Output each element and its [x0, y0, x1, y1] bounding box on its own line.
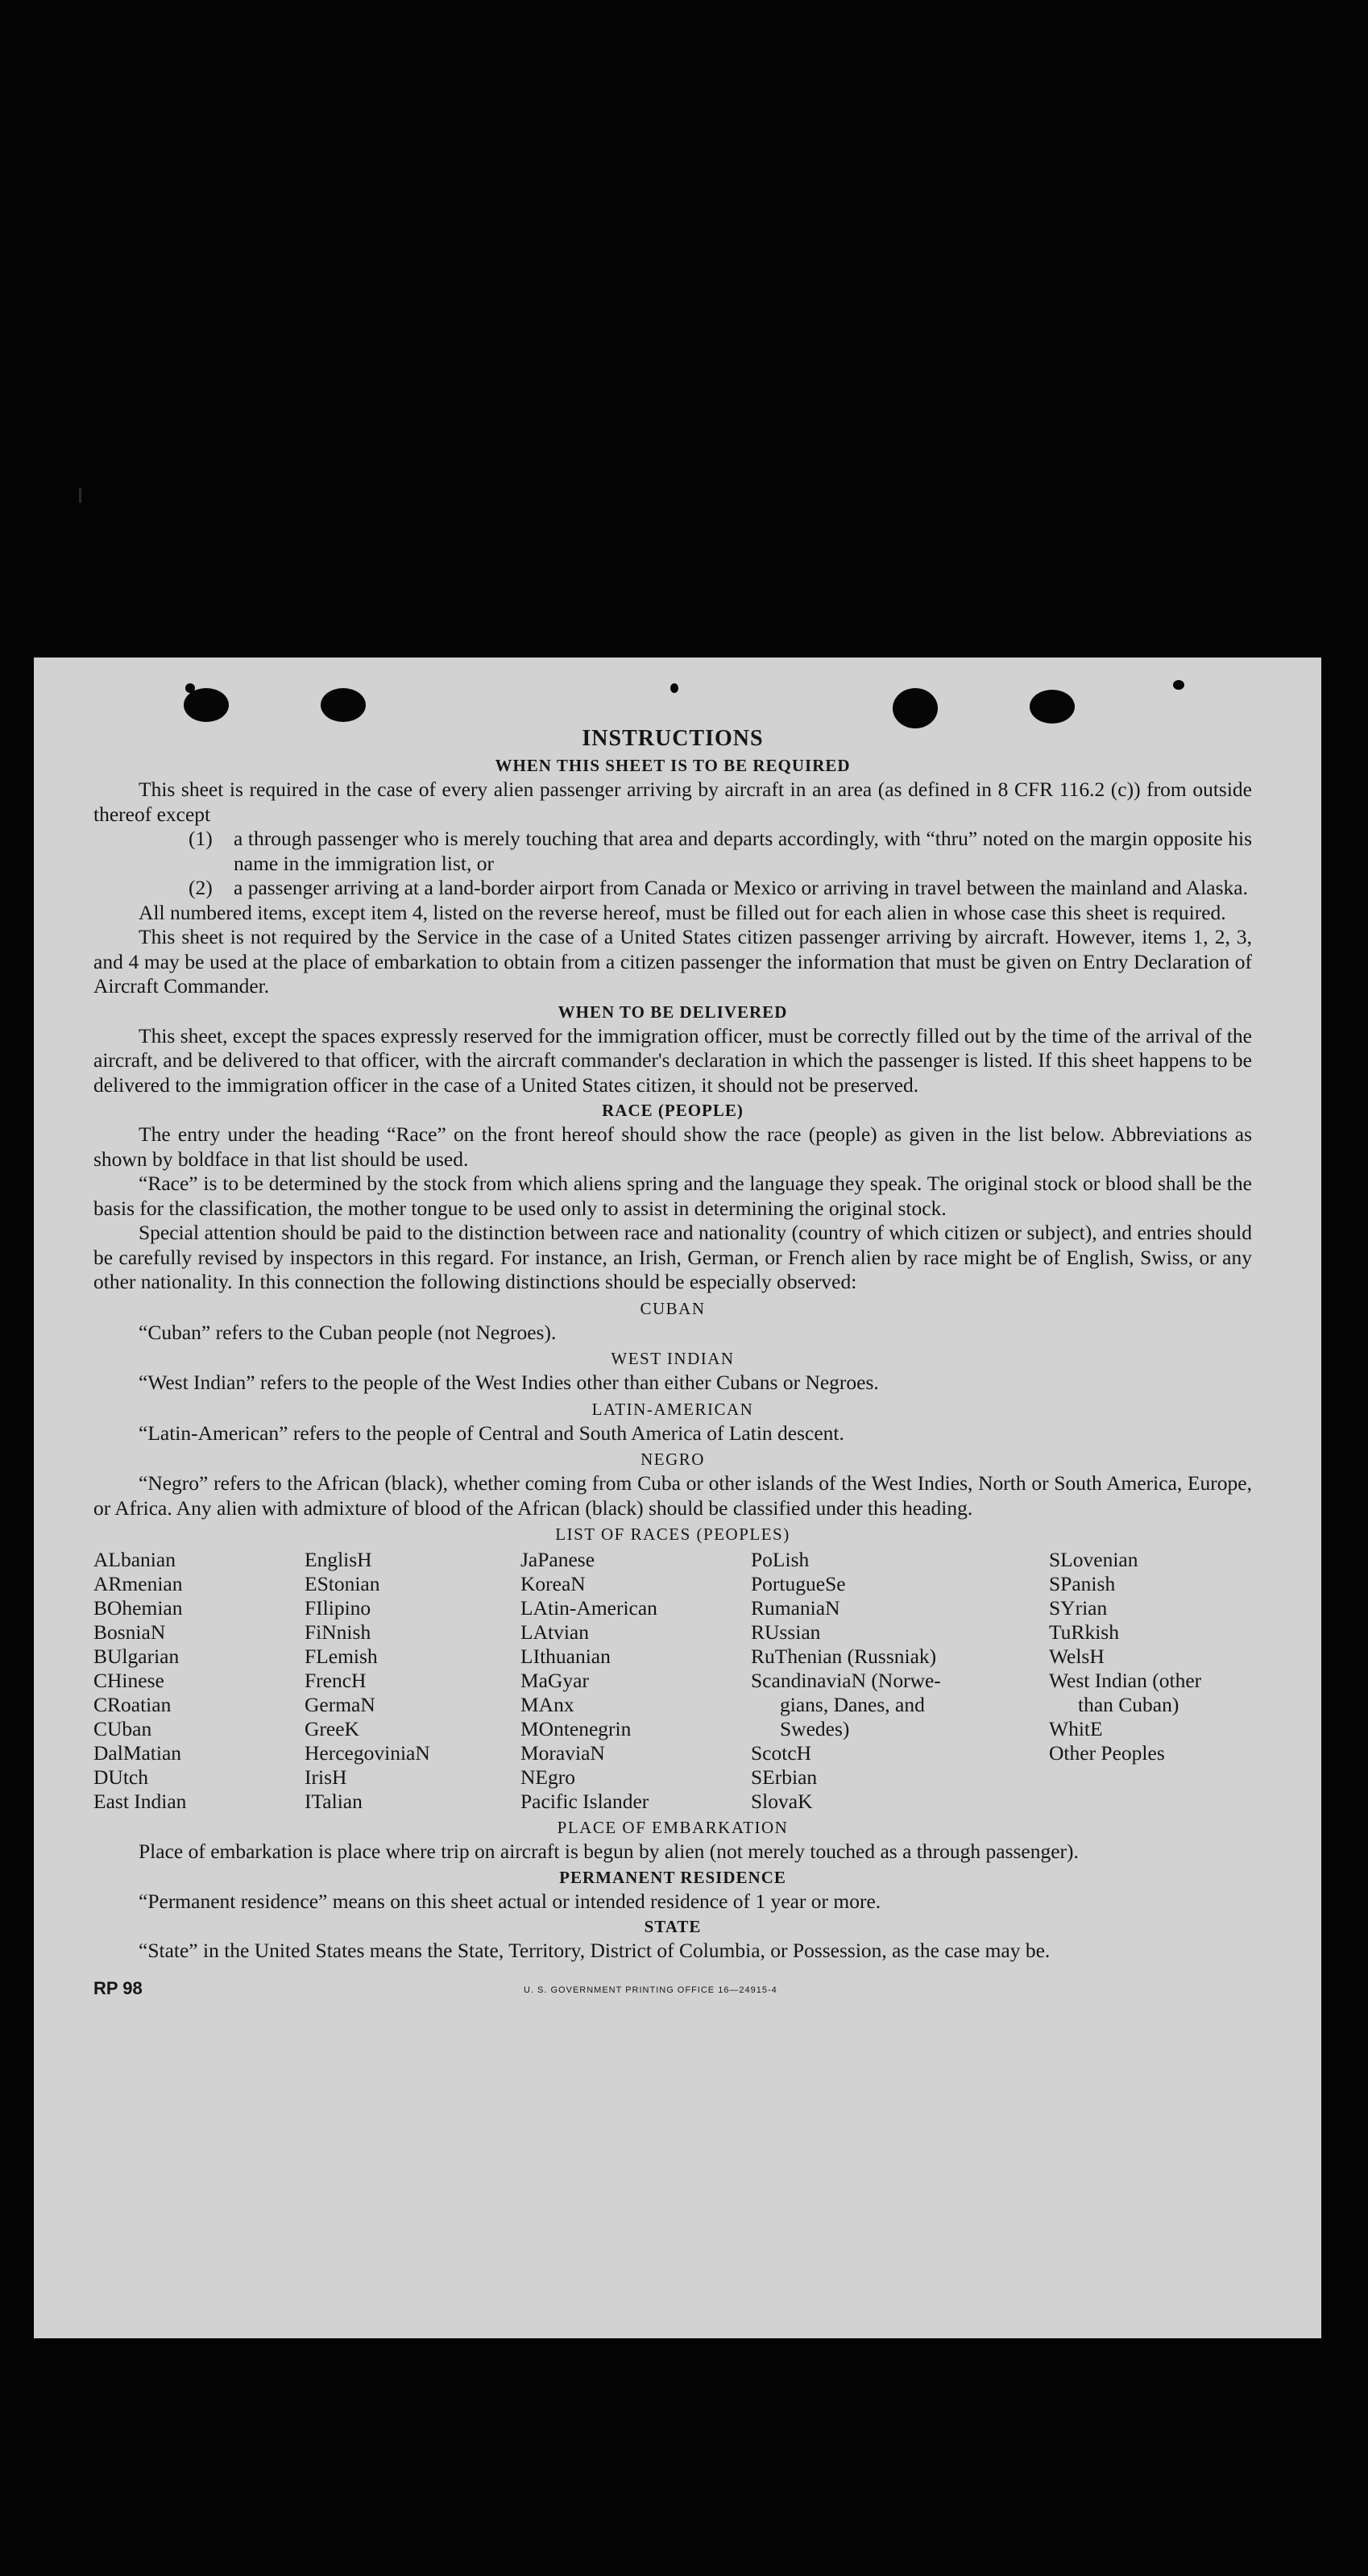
- races-column: [1049, 1548, 1252, 1814]
- punch-hole: [185, 683, 195, 693]
- race-entry: Pacific Islander: [520, 1790, 649, 1813]
- race-entry: SYrian: [1049, 1596, 1108, 1620]
- paragraph: This sheet is not required by the Service in the case of a United States citizen passenger arriving by aircraft. However, items 1, 2, 3, and 4 may be used at the place of embarkation to obtain from a citizen passenger the information that must be given on Entry Declaration of Aircraft Commander.: [93, 925, 1252, 998]
- heading-permanent-residence: PERMANENT RESIDENCE: [559, 1867, 786, 1887]
- race-entry: FIlipino: [305, 1596, 371, 1620]
- paragraph: All numbered items, except item 4, listed on the reverse hereof, must be filled out for each alien in whose case this sheet is required.: [139, 900, 1226, 924]
- races-list: [93, 1548, 1252, 1814]
- paragraph: “Cuban” refers to the Cuban people (not Negroes).: [139, 1320, 557, 1344]
- heading-when-delivered: WHEN TO BE DELIVERED: [558, 1002, 788, 1022]
- item-text: a passenger arriving at a land-border airport from Canada or Mexico or arriving in travel between the mainland and Alaska.: [234, 876, 1248, 899]
- race-entry: Swedes): [780, 1717, 850, 1740]
- race-entry: LAtin-American: [520, 1596, 657, 1620]
- race-entry: JaPanese: [520, 1548, 595, 1571]
- race-entry: KoreaN: [520, 1572, 586, 1595]
- punch-hole: [893, 688, 938, 728]
- race-entry: PoLish: [751, 1548, 810, 1571]
- race-entry: BosniaN: [93, 1620, 166, 1644]
- race-entry: ScotcH: [751, 1741, 812, 1765]
- race-entry: EnglisH: [305, 1548, 372, 1571]
- race-entry: RuThenian (Russniak): [751, 1645, 937, 1668]
- race-entry: CRoatian: [93, 1693, 172, 1716]
- race-entry: GreeK: [305, 1717, 359, 1740]
- heading-latin-american: LATIN-AMERICAN: [591, 1399, 754, 1419]
- heading-when-required: WHEN THIS SHEET IS TO BE REQUIRED: [495, 756, 851, 775]
- list-item: [93, 827, 1252, 876]
- race-entry: LAtvian: [520, 1620, 589, 1644]
- race-entry: Other Peoples: [1049, 1741, 1165, 1765]
- race-entry: FLemish: [305, 1645, 378, 1668]
- race-entry: LIthuanian: [520, 1645, 611, 1668]
- race-entry: SPanish: [1049, 1572, 1116, 1595]
- races-column: [751, 1548, 1049, 1814]
- race-entry: RUssian: [751, 1620, 821, 1644]
- punch-hole: [1173, 680, 1184, 690]
- punch-hole: [1030, 690, 1075, 724]
- punch-hole: [321, 688, 366, 722]
- form-number: RP 98: [93, 1977, 143, 1998]
- paragraph: Place of embarkation is place where trip on aircraft is begun by alien (not merely touched as a through passenger).: [139, 1840, 1079, 1863]
- race-entry: CHinese: [93, 1669, 164, 1692]
- race-entry: DUtch: [93, 1765, 148, 1789]
- race-entry: West Indian (other: [1049, 1669, 1202, 1692]
- scan-speck: [79, 488, 81, 503]
- race-entry: TuRkish: [1049, 1620, 1119, 1644]
- race-entry: ARmenian: [93, 1572, 183, 1595]
- paragraph: “Race” is to be determined by the stock from which aliens spring and the language they speak. The original stock or blood shall be the basis for the classification, the mother tongue to be used only to assist in determining the original stock.: [93, 1172, 1252, 1220]
- race-entry: ScandinaviaN (Norwe-: [751, 1669, 941, 1692]
- heading-list-of-races: LIST OF RACES (PEOPLES): [555, 1524, 790, 1544]
- paragraph: This sheet, except the spaces expressly reserved for the immigration officer, must be correctly filled out by the time of the arrival of the aircraft, and be delivered to that officer, with the aircraft commander's declaration in which the passenger is listed. If this sheet happens to be delivered to the immigration officer in the case of a United States citizen, it should not be preserved.: [93, 1023, 1252, 1097]
- race-entry: ALbanian: [93, 1548, 176, 1571]
- heading-cuban: CUBAN: [640, 1298, 706, 1318]
- heading-race: RACE (PEOPLE): [602, 1101, 744, 1120]
- race-entry: MoraviaN: [520, 1741, 605, 1765]
- page-title: INSTRUCTIONS: [582, 726, 764, 751]
- race-entry: MOntenegrin: [520, 1717, 632, 1740]
- heading-state: STATE: [644, 1917, 702, 1936]
- item-text: a through passenger who is merely touching that area and departs accordingly, with “thru” noted on the margin opposite his name in the immigration list, or: [234, 827, 1252, 875]
- paragraph: The entry under the heading “Race” on the front hereof should show the race (people) as given in the list below. Abbreviations as shown by boldface in that list should be used.: [93, 1122, 1252, 1171]
- race-entry: SErbian: [751, 1765, 818, 1789]
- race-entry: FrencH: [305, 1669, 367, 1692]
- race-entry: WhitE: [1049, 1717, 1103, 1740]
- paragraph: Special attention should be paid to the distinction between race and nationality (country of which citizen or subject), and entries should be carefully revised by inspectors in this regard. For instance, an Irish, German, or French alien by race might be of English, Swiss, or any other nationality. In this connection the following distinctions should be especially observed:: [93, 1221, 1252, 1293]
- paragraph: This sheet is required in the case of every alien passenger arriving by aircraft in an area (as defined in 8 CFR 116.2 (c)) from outside thereof except: [93, 778, 1252, 826]
- footer: [93, 1973, 1252, 2006]
- race-entry: ITalian: [305, 1790, 363, 1813]
- instructions-content: [93, 725, 1252, 2006]
- document-sheet: [34, 657, 1321, 2338]
- race-entry: BUlgarian: [93, 1645, 180, 1668]
- race-entry: FiNnish: [305, 1620, 371, 1644]
- race-entry: GermaN: [305, 1693, 375, 1716]
- paragraph: “Negro” refers to the African (black), whether coming from Cuba or other islands of the West Indies, North or South America, Europe, or Africa. Any alien with admixture of blood of the African (black) should be classified under this heading.: [93, 1471, 1252, 1520]
- item-number: (2): [189, 876, 213, 899]
- paragraph: “Latin-American” refers to the people of Central and South America of Latin descent.: [139, 1421, 844, 1445]
- race-entry: IrisH: [305, 1765, 347, 1789]
- heading-west-indian: WEST INDIAN: [611, 1349, 735, 1368]
- item-number: (1): [189, 827, 213, 850]
- race-entry: RumaniaN: [751, 1596, 840, 1620]
- race-entry: NEgro: [520, 1765, 575, 1789]
- race-entry: EStonian: [305, 1572, 380, 1595]
- race-entry: WelsH: [1049, 1645, 1105, 1668]
- races-column: [93, 1548, 305, 1814]
- race-entry: BOhemian: [93, 1596, 183, 1620]
- paragraph: “West Indian” refers to the people of the West Indies other than either Cubans or Negroes.: [139, 1371, 879, 1394]
- heading-place-of-embarkation: PLACE OF EMBARKATION: [557, 1818, 789, 1837]
- race-entry: East Indian: [93, 1790, 187, 1813]
- race-entry: DalMatian: [93, 1741, 182, 1765]
- punch-hole: [184, 688, 229, 722]
- race-entry: SlovaK: [751, 1790, 813, 1813]
- list-item: [93, 876, 1252, 901]
- races-column: [305, 1548, 520, 1814]
- race-entry: HercegoviniaN: [305, 1741, 430, 1765]
- paragraph: “Permanent residence” means on this sheet actual or intended residence of 1 year or more.: [139, 1889, 881, 1913]
- race-entry: SLovenian: [1049, 1548, 1138, 1571]
- race-entry: MAnx: [520, 1693, 574, 1716]
- races-column: [520, 1548, 751, 1814]
- race-entry: gians, Danes, and: [780, 1693, 925, 1716]
- printer-imprint: U. S. GOVERNMENT PRINTING OFFICE 16—24915-4: [524, 1985, 777, 1995]
- race-entry: PortugueSe: [751, 1572, 846, 1595]
- heading-negro: NEGRO: [640, 1450, 705, 1469]
- race-entry: than Cuban): [1078, 1693, 1179, 1716]
- paragraph: “State” in the United States means the State, Territory, District of Columbia, or Possession, as the case may be.: [139, 1939, 1051, 1962]
- race-entry: CUban: [93, 1717, 152, 1740]
- race-entry: MaGyar: [520, 1669, 589, 1692]
- punch-hole: [670, 683, 678, 693]
